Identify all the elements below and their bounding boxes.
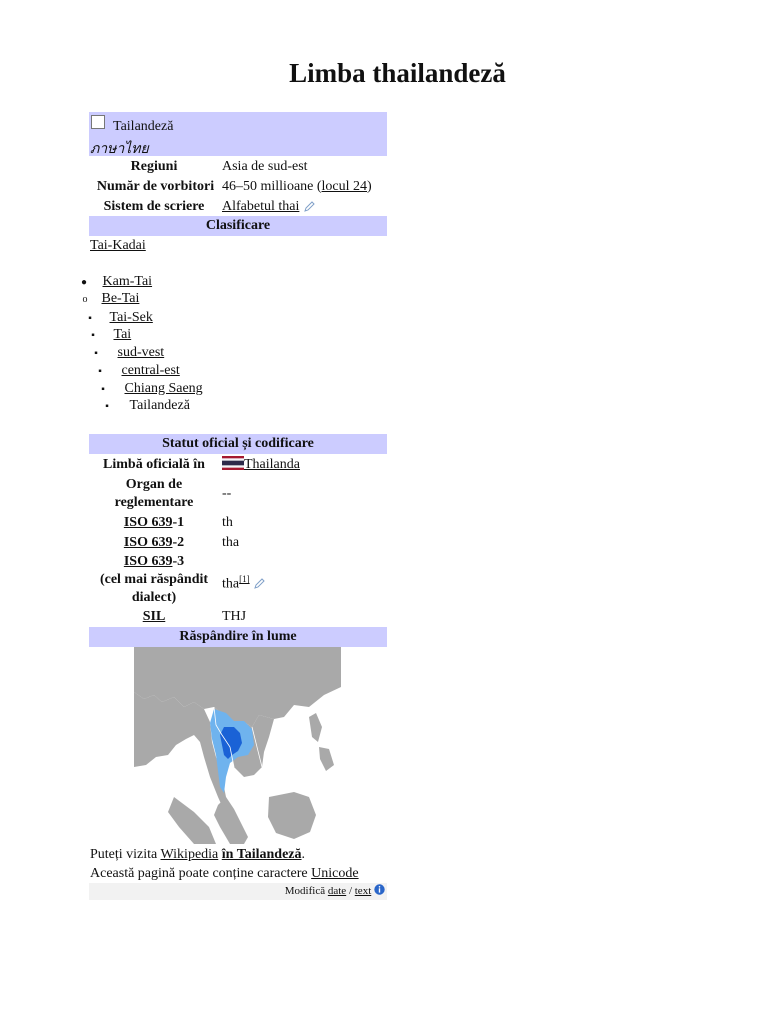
- thailand-flag-icon: [222, 456, 244, 470]
- square-bullet-icon: ▪: [105, 401, 109, 412]
- writing-value: [222, 198, 315, 216]
- tailandeza-leaf: Tailandeză: [129, 398, 190, 413]
- iso1-label: [89, 514, 219, 532]
- row-sil: [89, 608, 387, 626]
- iso1-value: th: [222, 515, 233, 530]
- iso3-link[interactable]: ISO 639: [123, 554, 173, 569]
- chiang-saeng-link[interactable]: Chiang Saeng: [124, 381, 203, 396]
- iso3-value-wrap: [222, 570, 265, 594]
- visit-suffix: .: [301, 847, 306, 862]
- square-bullet-icon: ▪: [94, 348, 98, 359]
- row-iso1: [89, 514, 387, 532]
- be-tai-link[interactable]: Be-Tai: [101, 291, 140, 306]
- page-title: Limba thailandeză: [289, 58, 506, 88]
- edit-text-link[interactable]: text: [354, 885, 372, 897]
- iso2-link[interactable]: ISO 639: [123, 535, 173, 550]
- edit-separator: /: [346, 885, 355, 897]
- unicode-prefix: Această pagină poate conține caractere: [90, 866, 312, 881]
- regions-label: Regiuni: [130, 159, 178, 174]
- edit-bar: [89, 883, 387, 900]
- edit-prefix: Modifică: [284, 885, 328, 897]
- speakers-value: [222, 178, 372, 196]
- iso2-value: tha: [222, 535, 240, 550]
- row-iso2: [89, 534, 387, 552]
- tree-item-central-est: [95, 363, 180, 380]
- disc-bullet-icon: ●: [80, 277, 88, 288]
- thai-wikipedia-link[interactable]: în Tailandeză: [221, 847, 302, 862]
- rank-link[interactable]: locul 24: [321, 179, 368, 194]
- visit-line: [90, 847, 305, 863]
- unicode-line: [90, 866, 359, 882]
- flag-image-placeholder: [91, 115, 105, 129]
- speakers-close: ): [367, 179, 372, 194]
- speakers-count: 46–50 millioane (: [222, 179, 322, 194]
- status-header: Statut oficial și codificare: [89, 434, 387, 454]
- iso3-suffix: -3: [172, 554, 185, 569]
- visit-prefix: Puteți vizita: [90, 847, 161, 862]
- speakers-label: Număr de vorbitori: [96, 179, 215, 194]
- sil-label-wrap: [89, 608, 219, 626]
- infobox-header: [89, 112, 387, 156]
- tree-item-tai-sek: [85, 310, 153, 327]
- iso3-note: (cel mai răspândit dialect): [99, 572, 209, 605]
- official-label: Limbă oficială în: [103, 457, 205, 472]
- circle-bullet-icon: o: [82, 294, 88, 305]
- language-name: Tailandeză: [113, 119, 174, 134]
- sud-vest-link[interactable]: sud-vest: [117, 345, 165, 360]
- square-bullet-icon: ▪: [88, 313, 92, 324]
- tree-item-kam-tai: [76, 274, 152, 291]
- kam-tai-link[interactable]: Kam-Tai: [102, 274, 153, 289]
- pencil-edit-icon[interactable]: [253, 578, 265, 590]
- regulator-label: Organ de reglementare: [114, 477, 194, 510]
- info-icon[interactable]: [374, 884, 385, 895]
- iso3-value: tha: [222, 576, 240, 592]
- row-iso3: [89, 553, 387, 607]
- tai-sek-link[interactable]: Tai-Sek: [109, 310, 153, 325]
- tree-item-tailandeza: [102, 398, 190, 415]
- iso1-link[interactable]: ISO 639: [123, 515, 173, 530]
- row-official: [89, 456, 387, 474]
- thai-alphabet-link[interactable]: Alfabetul thai: [222, 199, 300, 214]
- spread-header: Răspândire în lume: [89, 627, 387, 647]
- tree-item-chiang-saeng: [98, 381, 203, 398]
- writing-label: Sistem de scriere: [103, 199, 205, 214]
- reference-link[interactable]: [1]: [239, 574, 250, 584]
- tree-item-be-tai: [80, 291, 139, 308]
- row-regulator: [89, 476, 387, 512]
- square-bullet-icon: ▪: [101, 384, 105, 395]
- native-name: ภาษาไทย: [90, 142, 149, 157]
- central-est-link[interactable]: central-est: [121, 363, 180, 378]
- pencil-edit-icon[interactable]: [303, 201, 315, 213]
- square-bullet-icon: ▪: [91, 330, 95, 341]
- tree-item-sud-vest: [91, 345, 164, 362]
- sil-value: THJ: [222, 609, 247, 624]
- regions-value: Asia de sud-est: [222, 159, 308, 174]
- family-link[interactable]: Tai-Kadai: [90, 238, 146, 253]
- row-regions: [89, 158, 387, 176]
- regulator-value: --: [222, 486, 232, 501]
- unicode-link[interactable]: Unicode: [311, 866, 359, 881]
- official-value: [222, 456, 300, 474]
- iso2-suffix: -2: [172, 535, 185, 550]
- square-bullet-icon: ▪: [98, 366, 102, 377]
- iso3-label: [89, 553, 219, 607]
- wikipedia-link[interactable]: Wikipedia: [160, 847, 219, 862]
- edit-data-link[interactable]: date: [327, 885, 347, 897]
- row-speakers: [89, 178, 387, 196]
- tai-link[interactable]: Tai: [113, 327, 132, 342]
- classification-header: Clasificare: [89, 216, 387, 236]
- tree-item-tai: [88, 327, 131, 344]
- iso1-suffix: -1: [172, 515, 185, 530]
- distribution-map: [134, 647, 341, 844]
- thailand-link[interactable]: Thailanda: [244, 457, 300, 472]
- iso2-label: [89, 534, 219, 552]
- southeast-asia-map-image: [134, 647, 341, 844]
- row-writing: [89, 198, 387, 216]
- sil-link[interactable]: SIL: [142, 609, 166, 624]
